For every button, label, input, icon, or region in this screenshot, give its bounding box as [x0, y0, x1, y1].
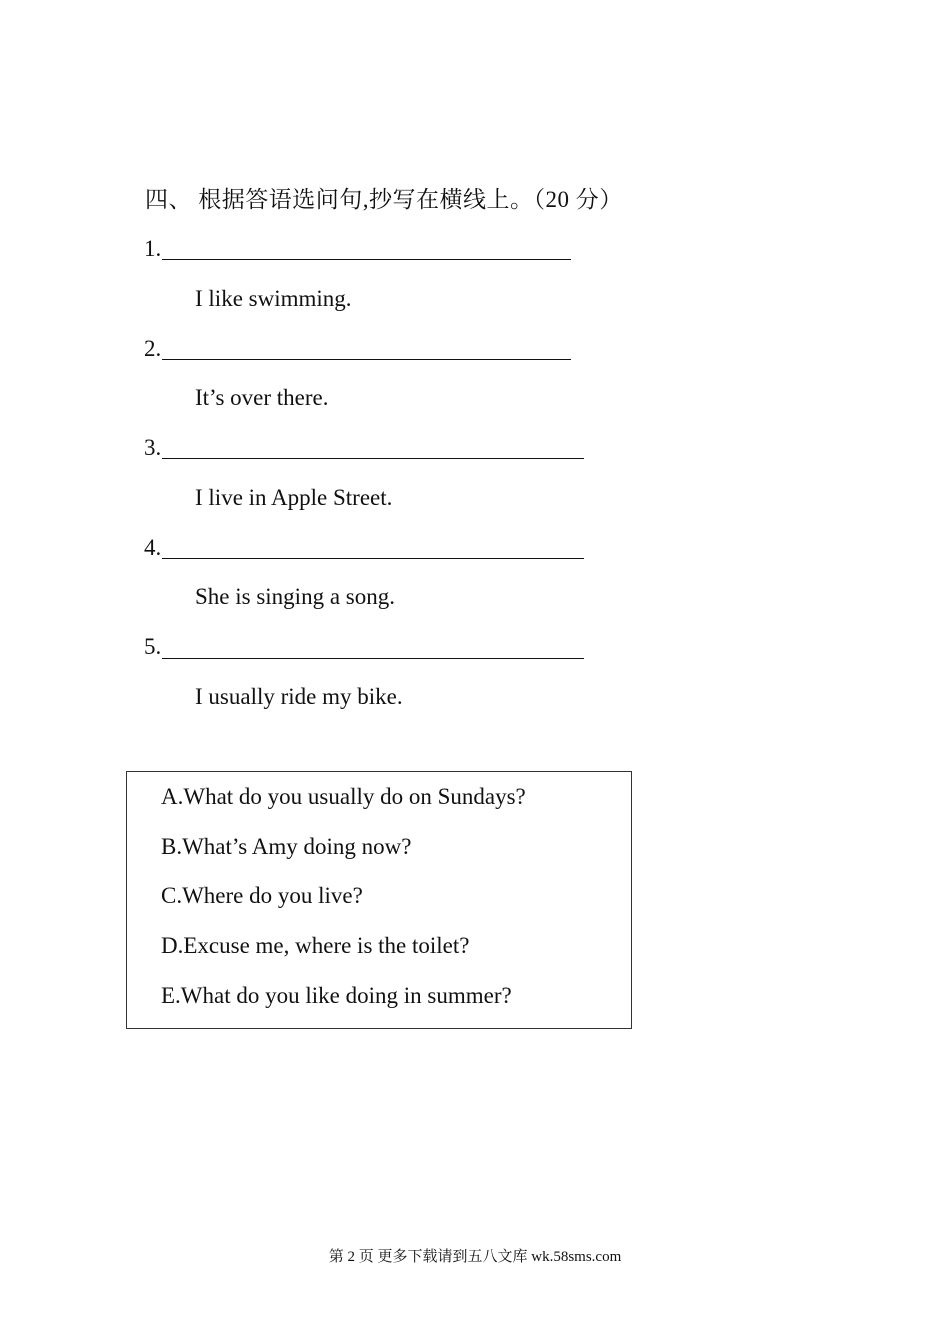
answer-text: It’s over there. [195, 385, 329, 410]
answer-blank-line[interactable] [162, 259, 571, 260]
answer-text: She is singing a song. [195, 584, 395, 609]
answer-text: I live in Apple Street. [195, 485, 393, 510]
option-item: A.What do you usually do on Sundays? [161, 784, 526, 809]
page-footer: 第 2 页 更多下载请到五八文库 wk.58sms.com [328, 1249, 622, 1265]
option-item: C.Where do you live? [161, 883, 363, 908]
question-number: 1. [144, 236, 162, 261]
answer-blank-line[interactable] [162, 658, 584, 659]
question-number: 3. [144, 435, 162, 460]
answer-text: I usually ride my bike. [195, 684, 403, 709]
answer-text: I like swimming. [195, 286, 352, 311]
answer-blank-line[interactable] [162, 558, 584, 559]
option-item: D.Excuse me, where is the toilet? [161, 933, 470, 958]
options-box [126, 771, 632, 1029]
answer-blank-line[interactable] [162, 458, 584, 459]
option-item: B.What’s Amy doing now? [161, 834, 412, 859]
option-item: E.What do you like doing in summer? [161, 983, 512, 1008]
question-number: 4. [144, 535, 162, 560]
question-number: 2. [144, 336, 162, 361]
answer-blank-line[interactable] [162, 359, 571, 360]
section-title: 四、 根据答语选问句,抄写在横线上。（20 分） [145, 187, 623, 212]
question-number: 5. [144, 634, 162, 659]
